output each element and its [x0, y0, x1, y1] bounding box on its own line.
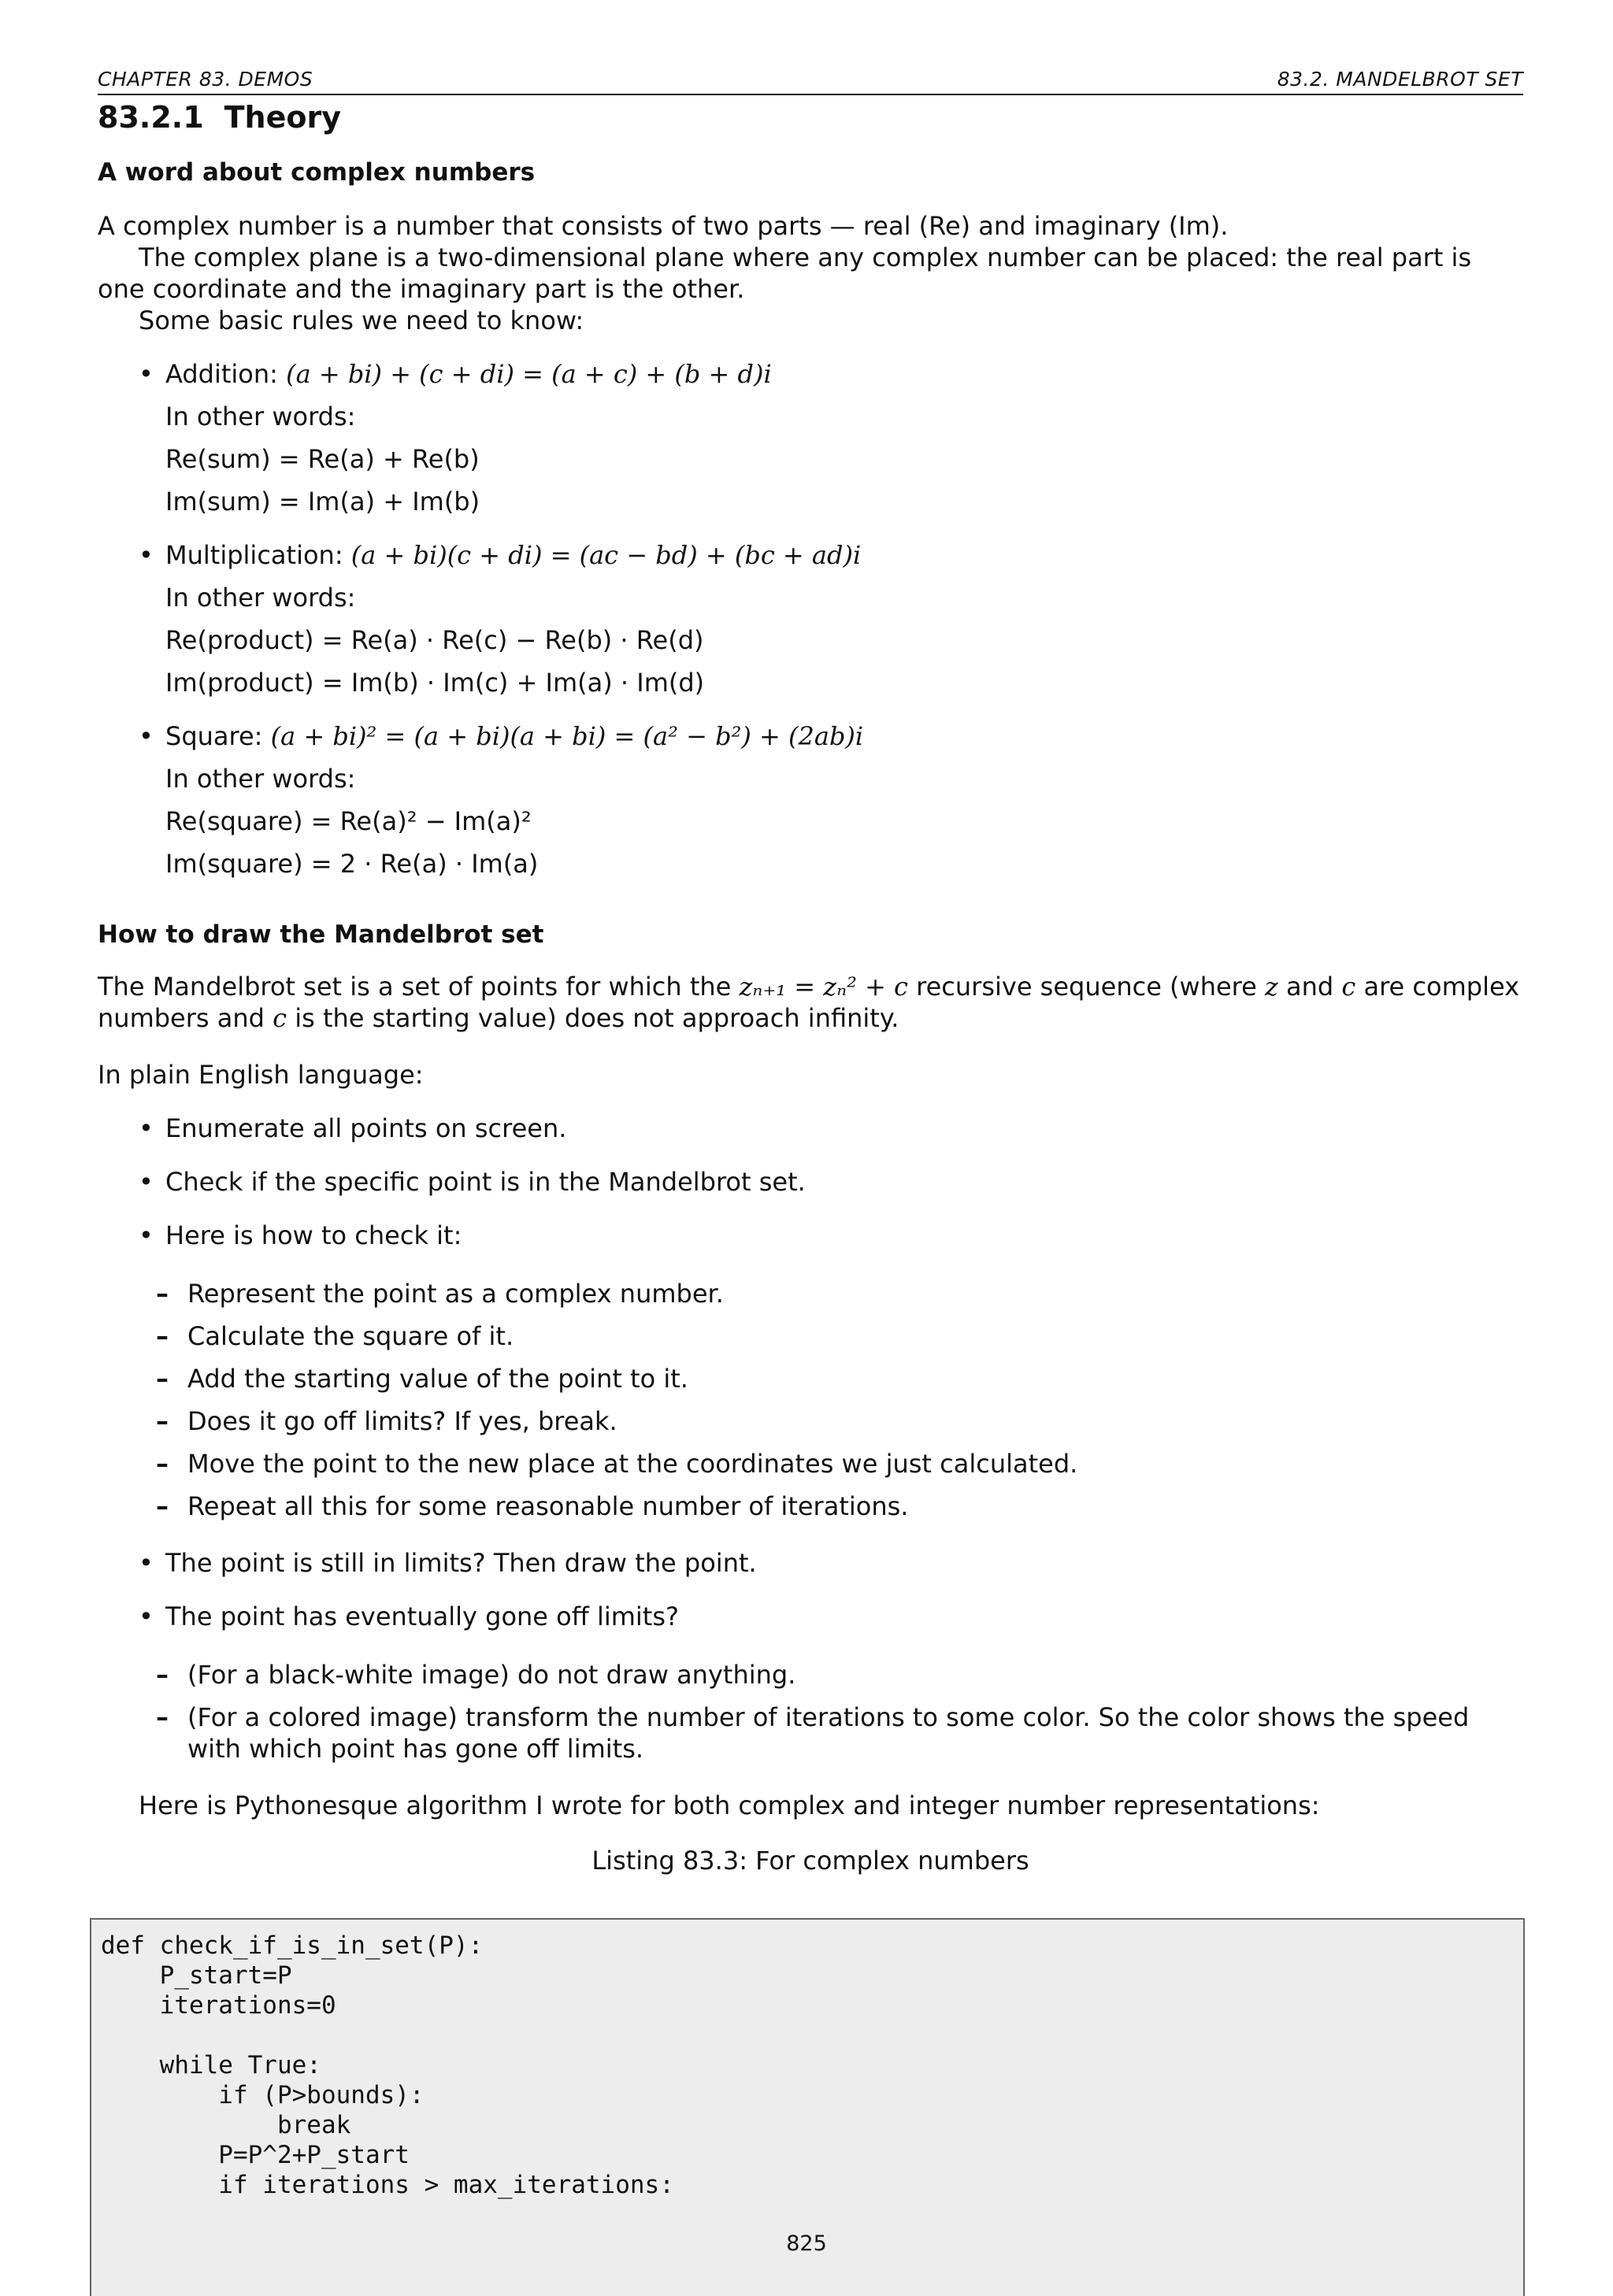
- list-item: – Represent the point as a complex number.: [156, 1278, 1523, 1309]
- rule-line: Re(sum) = Re(a) + Re(b): [165, 444, 480, 474]
- paragraph-mandelbrot-definition: [98, 971, 1523, 1034]
- listing-caption: Listing 83.3: For complex numbers: [591, 1846, 1029, 1876]
- page-number: 825: [786, 2231, 827, 2256]
- text-fragment: recursive sequence (where: [907, 972, 1265, 1002]
- list-item: – Does it go off limits? If yes, break.: [156, 1405, 1523, 1437]
- rule-other-words: In other words:: [165, 764, 356, 794]
- paragraph-complex-intro: A complex number is a number that consists of two parts — real (Re) and imaginary (Im).: [98, 211, 1229, 241]
- section-title: [98, 98, 1523, 136]
- rule-addition: [98, 358, 1523, 517]
- section-name: Theory: [224, 100, 342, 135]
- list-item: • The point is still in limits? Then draw the point.: [98, 1547, 1523, 1579]
- math-symbol: c: [273, 1003, 287, 1033]
- list-item: – Calculate the square of it.: [156, 1320, 1523, 1352]
- rule-label: Addition:: [165, 359, 287, 389]
- list-item: • Check if the specific point is in the Mandelbrot set.: [98, 1166, 1523, 1198]
- steps-list: [98, 1113, 1523, 1765]
- rules-list: [98, 358, 1523, 880]
- rule-label: Square:: [165, 721, 271, 751]
- list-item-text: • Here is how to check it:: [165, 1220, 462, 1250]
- rule-line: Im(sum) = Im(a) + Im(b): [165, 487, 480, 517]
- page-content: [98, 68, 1523, 1876]
- heading-draw-mandelbrot: How to draw the Mandelbrot set: [98, 920, 544, 949]
- heading-complex-numbers: A word about complex numbers: [98, 158, 536, 187]
- text-fragment: and: [1277, 972, 1342, 1002]
- rule-multiplication: [98, 539, 1523, 698]
- paragraph-basic-rules: Some basic rules we need to know:: [139, 306, 584, 335]
- list-item: [98, 1601, 1523, 1765]
- check-substeps: [156, 1278, 1523, 1522]
- list-item: – Repeat all this for some reasonable number of iterations.: [156, 1491, 1523, 1522]
- list-item: • Enumerate all points on screen.: [98, 1113, 1523, 1144]
- section-number: 83.2.1: [98, 100, 204, 135]
- rule-line: Re(square) = Re(a)² − Im(a)²: [165, 806, 532, 836]
- rule-line: Re(product) = Re(a) · Re(c) − Re(b) · Re(d): [165, 625, 704, 655]
- rule-other-words: In other words:: [165, 583, 356, 613]
- math-symbol: c: [1341, 972, 1356, 1002]
- rule-line: Im(product) = Im(b) · Im(c) + Im(a) · Im(d): [165, 668, 705, 698]
- recurrence-formula: zₙ₊₁ = zₙ² + c: [739, 972, 908, 1002]
- text-fragment: is the starting value) does not approach infinity.: [287, 1003, 899, 1033]
- list-item: [98, 1220, 1523, 1522]
- text-fragment: The Mandelbrot set is a set of points for which the: [98, 972, 740, 1002]
- list-item: – Add the starting value of the point to it.: [156, 1363, 1523, 1394]
- list-item: – (For a colored image) transform the number of iterations to some color. So the color shows the speed with which point has gone off limits.: [156, 1702, 1523, 1765]
- list-item: – Move the point to the new place at the coordinates we just calculated.: [156, 1448, 1523, 1479]
- off-limits-substeps: [156, 1659, 1523, 1765]
- list-item-text: • The point has eventually gone off limits?: [165, 1602, 679, 1631]
- header-section: 83.2. MANDELBROT SET: [1277, 68, 1523, 91]
- rule-label: Multiplication:: [165, 540, 351, 570]
- header-chapter: CHAPTER 83. DEMOS: [98, 68, 313, 91]
- rule-square: [98, 720, 1523, 880]
- rule-formula: (a + bi)(c + di) = (ac − bd) + (bc + ad)i: [350, 540, 862, 570]
- running-header: [98, 68, 1523, 95]
- rule-formula: (a + bi)² = (a + bi)(a + bi) = (a² − b²) + (2ab)i: [270, 721, 864, 751]
- code-listing: def check_if_is_in_set(P): P_start=P iterations=0 while True: if (P>bounds): break P=P^2+P_start if iterations > max_iterations:: [90, 1918, 1525, 2296]
- rule-formula: (a + bi) + (c + di) = (a + c) + (b + d)i: [286, 359, 772, 389]
- paragraph-plain-english: In plain English language:: [98, 1060, 424, 1090]
- paragraph-algorithm-intro: Here is Pythonesque algorithm I wrote for both complex and integer number representations:: [139, 1791, 1320, 1820]
- rule-other-words: In other words:: [165, 402, 356, 431]
- paragraph-complex-plane: The complex plane is a two-dimensional plane where any complex number can be placed: the real part is one coordinate and the imaginary part is the other.: [98, 243, 1472, 304]
- text-fragment: are complex numbers and: [98, 972, 1520, 1033]
- rule-line: Im(square) = 2 · Re(a) · Im(a): [165, 849, 539, 879]
- list-item: – (For a black-white image) do not draw anything.: [156, 1659, 1523, 1691]
- math-symbol: z: [1264, 972, 1278, 1002]
